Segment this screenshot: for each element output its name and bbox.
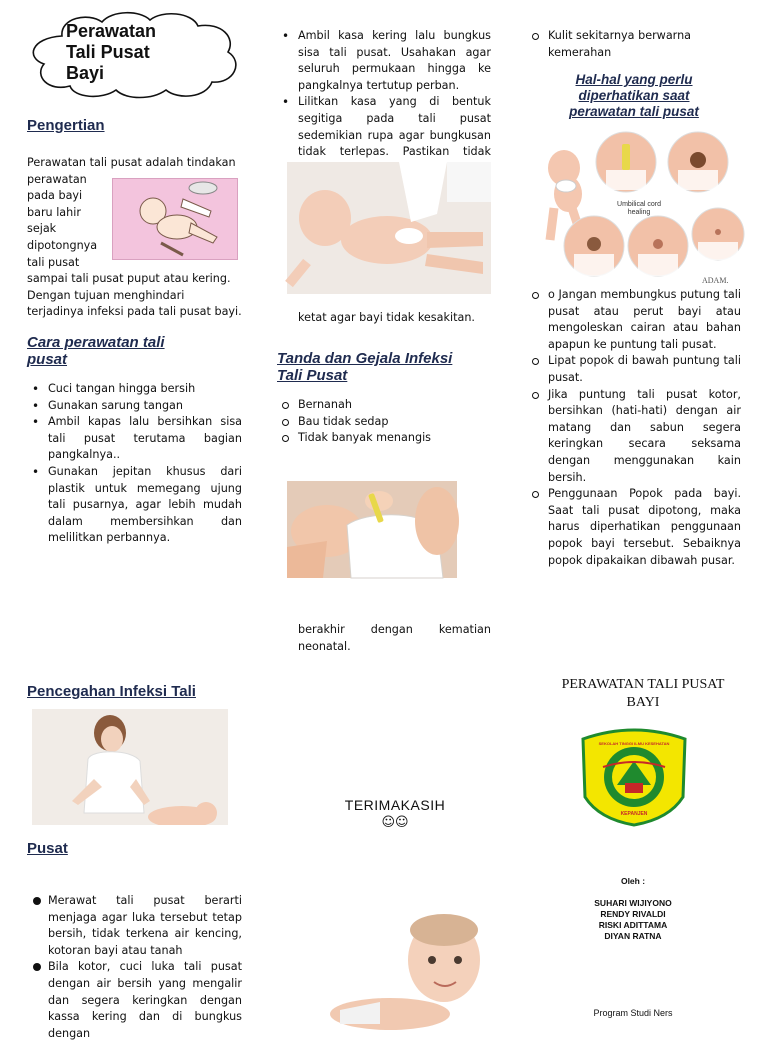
- col2-continuation: ketat agar bayi tidak kesakitan.: [298, 311, 475, 324]
- author-name: RENDY RIVALDI: [600, 909, 666, 919]
- cara-heading: [27, 334, 242, 368]
- list-item: • Cuci tangan hingga bersih: [28, 381, 242, 398]
- list-item: Penggunaan Popok pada bayi. Saat tali pusat dipotong, maka harus diperhatikan penggunaan popok bayi tersebut. Sebaiknya popok dipakaikan dibawah pusar.: [528, 486, 741, 569]
- tanda-heading: [277, 350, 492, 384]
- pencegahan-list: [28, 893, 242, 1042]
- pengertian-line: perawatan: [27, 172, 87, 186]
- cara-heading-line: pusat: [27, 351, 68, 368]
- smiling-baby-photo: [320, 910, 490, 1024]
- list-item: Lipat popok di bawah puntung tali pusat.: [528, 353, 741, 386]
- pengertian-line: pada bayi: [27, 189, 83, 203]
- hal-heading-line: perawatan tali pusat: [569, 104, 699, 119]
- list-item: o Jangan membungkus putung tali pusat atau perut bayi atau mengoleskan cairan atau bahan apapun ke puntung tali pusat.: [528, 287, 741, 353]
- list-item: • Gunakan sarung tangan: [28, 398, 242, 415]
- author-list: [528, 898, 738, 942]
- figure-label: Umbilical cord healing: [617, 201, 661, 216]
- pengertian-line: Perawatan tali pusat adalah tindakan: [27, 156, 236, 169]
- pengertian-line: dipotongnya: [27, 238, 98, 252]
- tanda-list: [278, 397, 491, 447]
- tanda-heading-line: Tanda dan Gejala Infeksi: [277, 350, 453, 367]
- hal-heading-line: diperhatikan saat: [578, 88, 690, 103]
- hal-heading-line: Hal-hal yang perlu: [575, 72, 693, 87]
- title-line-3: Bayi: [66, 63, 105, 83]
- baby-care-illustration: [112, 178, 238, 260]
- list-item: • Gunakan jepitan khusus dari plastik untuk memegang ujung tali pusarnya, agar lebih mudah dalam membersihkan dan melilitkan perbannya.: [28, 464, 242, 547]
- author-name: DIYAN RATNA: [604, 931, 662, 941]
- oleh-label: Oleh :: [620, 876, 646, 886]
- thanks-text: TERIMAKASIH: [344, 797, 446, 813]
- pengertian-line: Dengan tujuan menghindari: [27, 288, 185, 302]
- baby-cord-photo: [287, 162, 491, 294]
- cord-healing-figure: [542, 128, 744, 288]
- pengertian-line: sampai tali pusat puput atau kering.: [27, 272, 231, 286]
- list-item: Bila kotor, cuci luka tali pusat dengan air bersih yang mengalir dan segera keringkan dengan kassa kering dan di bungkus dengan: [28, 959, 242, 1042]
- list-item: Merawat tali pusat berarti menjaga agar luka tersebut tetap bersih, tidak terkena air kencing, kotoran bayi atau tanah: [28, 893, 242, 959]
- school-logo: [579, 727, 689, 827]
- cover-title-line: BAYI: [626, 695, 660, 710]
- pencegahan-heading: Pencegahan Infeksi Tali: [27, 683, 196, 700]
- pengertian-line: sejak: [27, 222, 57, 236]
- figure-brand: ADAM.: [702, 276, 729, 285]
- author-name: SUHARI WIJIYONO: [594, 898, 672, 908]
- col2-list: [278, 28, 491, 177]
- list-item: • Lilitkan kasa yang di bentuk segitiga pada tali pusat sedemikian rupa agar bungkusan tidak terlepas. Pastikan tidak: [278, 94, 491, 177]
- pengertian-line: tali pusat: [27, 255, 80, 269]
- pengertian-line: terjadinya infeksi pada tali pusat bayi.: [27, 305, 242, 319]
- col2-ending: berakhir dengan kematian neonatal.: [298, 623, 491, 653]
- list-item: Kulit sekitarnya berwarna kemerahan: [528, 28, 741, 61]
- title-line-2: Tali Pusat: [66, 42, 150, 62]
- logo-text-top: SEKOLAH TINGGI ILMU KESEHATAN: [598, 741, 670, 746]
- cover-title-line: PERAWATAN TALI PUSAT: [561, 677, 725, 692]
- cara-heading-line: Cara perawatan tali: [27, 334, 165, 351]
- author-name: RISKI ADITTAMA: [598, 920, 668, 930]
- col3-list: [528, 287, 741, 569]
- col3-top-list: [528, 28, 741, 61]
- program-label: Program Studi Ners: [593, 1008, 673, 1018]
- logo-text-bottom: KEPANJEN: [620, 811, 648, 817]
- list-item: Jika puntung tali pusat kotor, bersihkan (hati-hati) dengan air matang dan sabun segera keringkan secara seksama dengan menggunakan kain bersih.: [528, 387, 741, 487]
- list-item: Tidak banyak menangis: [278, 430, 491, 447]
- smiley-icon: ☺☺: [381, 815, 409, 830]
- tanda-heading-line: Tali Pusat: [277, 367, 348, 384]
- diaper-cord-photo: [287, 481, 457, 578]
- pengertian-heading: Pengertian: [27, 117, 105, 134]
- title-line-1: Perawatan: [66, 21, 157, 41]
- hal-heading: [540, 72, 728, 120]
- list-item: • Ambil kasa kering lalu bungkus sisa tali pusat. Usahakan agar seluruh permukaan hingga ke pangkalnya tertutup perban.: [278, 28, 491, 94]
- list-item: Bau tidak sedap: [278, 414, 491, 431]
- list-item: • Ambil kapas lalu bersihkan sisa tali pusat terutama bagian pangkalnya..: [28, 414, 242, 464]
- title-cloud: [22, 8, 244, 100]
- cover-title: [528, 676, 758, 712]
- pengertian-line: baru lahir: [27, 205, 81, 219]
- cara-list: [28, 381, 242, 547]
- mother-baby-photo: [32, 709, 228, 841]
- list-item: Bernanah: [278, 397, 491, 414]
- pencegahan-heading-cont: Pusat: [27, 840, 68, 857]
